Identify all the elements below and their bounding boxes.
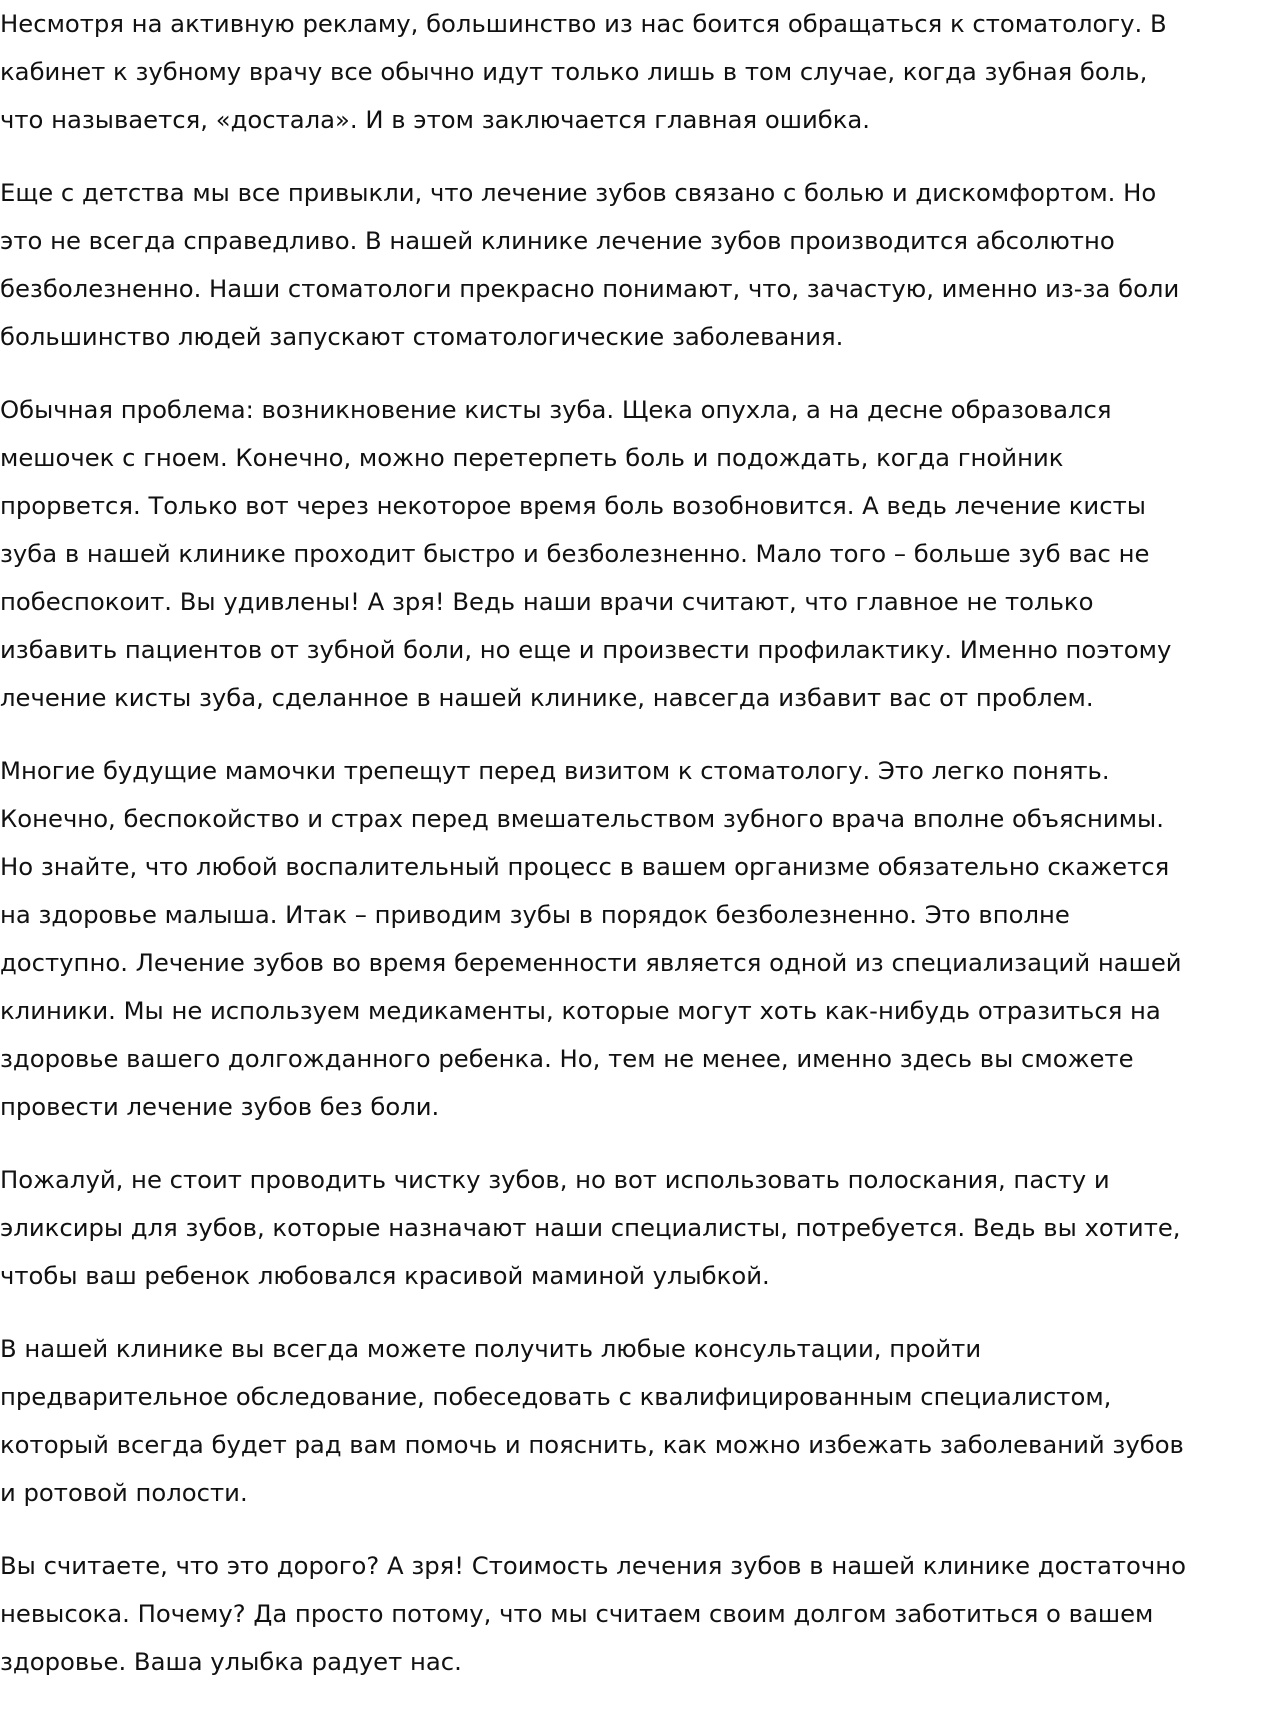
- paragraph-hygiene: [0, 1156, 1266, 1300]
- text-line: на здоровье малыша. Итак – приводим зубы в порядок безболезненно. Это вполне: [0, 900, 1070, 929]
- text-line: Пожалуй, не стоит проводить чистку зубов, но вот использовать полоскания, пасту и: [0, 1165, 1110, 1194]
- text-line: предварительное обследование, побеседовать с квалифицированным специалистом,: [0, 1382, 1112, 1411]
- text-line: что называется, «достала». И в этом заключается главная ошибка.: [0, 105, 871, 134]
- text-line: Еще с детства мы все привыкли, что лечение зубов связано с болью и дискомфортом. Но: [0, 178, 1157, 207]
- text-line: Обычная проблема: возникновение кисты зуба. Щека опухла, а на десне образовался: [0, 395, 1112, 424]
- text-line: клиники. Мы не используем медикаменты, которые могут хоть как-нибудь отразиться на: [0, 996, 1161, 1025]
- text-line: мешочек с гноем. Конечно, можно перетерпеть боль и подождать, когда гнойник: [0, 443, 1064, 472]
- paragraph-pricing: [0, 1542, 1266, 1686]
- text-line: это не всегда справедливо. В нашей клинике лечение зубов производится абсолютно: [0, 226, 1115, 255]
- text-line: В нашей клинике вы всегда можете получить любые консультации, пройти: [0, 1334, 982, 1363]
- text-line: доступно. Лечение зубов во время беременности является одной из специализаций нашей: [0, 948, 1182, 977]
- text-line: избавить пациентов от зубной боли, но еще и произвести профилактику. Именно поэтому: [0, 635, 1172, 664]
- text-line: Но знайте, что любой воспалительный процесс в вашем организме обязательно скажется: [0, 852, 1170, 881]
- paragraph-pregnancy: [0, 747, 1266, 1131]
- text-line: Несмотря на активную рекламу, большинство из нас боится обращаться к стоматологу. В: [0, 9, 1167, 38]
- text-line: побеспокоит. Вы удивлены! А зря! Ведь наши врачи считают, что главное не только: [0, 587, 1094, 616]
- text-line: Вы считаете, что это дорого? А зря! Стоимость лечения зубов в нашей клинике достаточно: [0, 1551, 1186, 1580]
- text-line: большинство людей запускают стоматологические заболевания.: [0, 322, 844, 351]
- paragraph-consultation: [0, 1325, 1266, 1517]
- text-line: провести лечение зубов без боли.: [0, 1092, 440, 1121]
- text-line: зуба в нашей клинике проходит быстро и безболезненно. Мало того – больше зуб вас не: [0, 539, 1150, 568]
- text-line: лечение кисты зуба, сделанное в нашей клинике, навсегда избавит вас от проблем.: [0, 683, 1094, 712]
- text-line: здоровье. Ваша улыбка радует нас.: [0, 1647, 462, 1676]
- text-line: чтобы ваш ребенок любовался красивой маминой улыбкой.: [0, 1261, 770, 1290]
- paragraph-tooth-cyst: [0, 386, 1266, 722]
- text-line: и ротовой полости.: [0, 1478, 248, 1507]
- text-line: здоровье вашего долгожданного ребенка. Но, тем не менее, именно здесь вы сможете: [0, 1044, 1134, 1073]
- text-line: кабинет к зубному врачу все обычно идут только лишь в том случае, когда зубная боль,: [0, 57, 1148, 86]
- text-line: прорвется. Только вот через некоторое время боль возобновится. А ведь лечение кисты: [0, 491, 1146, 520]
- paragraph-painless-treatment: [0, 169, 1266, 361]
- text-line: который всегда будет рад вам помочь и пояснить, как можно избежать заболеваний зубов: [0, 1430, 1184, 1459]
- text-line: невысока. Почему? Да просто потому, что мы считаем своим долгом заботиться о вашем: [0, 1599, 1154, 1628]
- text-line: эликсиры для зубов, которые назначают наши специалисты, потребуется. Ведь вы хотите,: [0, 1213, 1181, 1242]
- text-line: безболезненно. Наши стоматологи прекрасно понимают, что, зачастую, именно из-за боли: [0, 274, 1180, 303]
- paragraph-intro: [0, 0, 1266, 144]
- text-line: Конечно, беспокойство и страх перед вмешательством зубного врача вполне объяснимы.: [0, 804, 1164, 833]
- text-line: Многие будущие мамочки трепещут перед визитом к стоматологу. Это легко понять.: [0, 756, 1110, 785]
